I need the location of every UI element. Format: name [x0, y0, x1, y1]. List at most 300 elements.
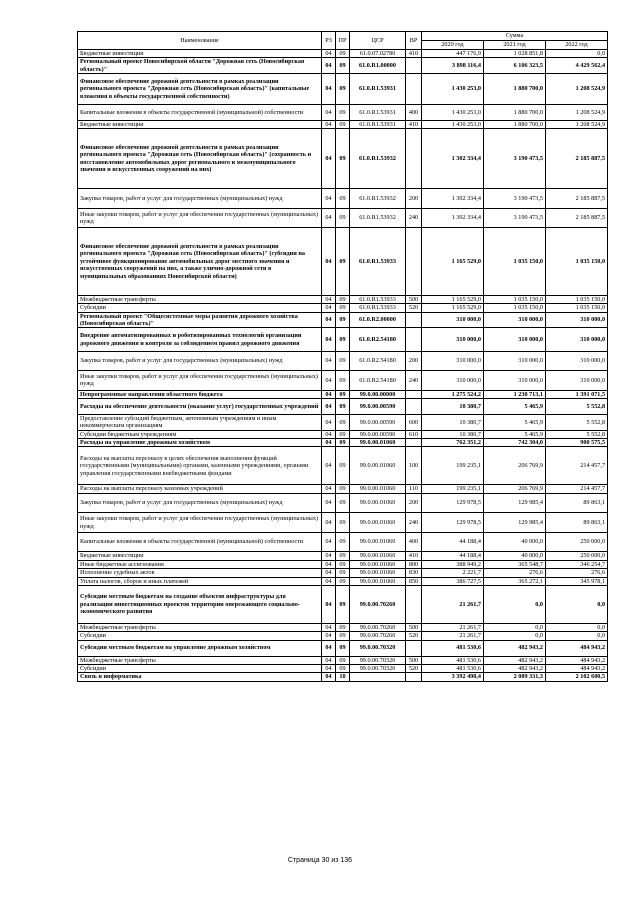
row-name: Иные бюджетные ассигнования — [78, 560, 322, 568]
row-name: Финансовое обеспечение дорожной деятельности в рамках реализации регионального проекта "Дорожная сеть (Новосибирская область)" (капитальные вложения в объекты государственной собственности) — [78, 74, 322, 105]
row-rz: 04 — [322, 532, 336, 552]
row-name: Капитальные вложения в объекты государственной (муниципальной) собственности — [78, 532, 322, 552]
table-row — [78, 664, 608, 672]
row-rz: 04 — [322, 129, 336, 189]
row-value-2020: 310 000,0 — [422, 328, 484, 351]
budget-table — [77, 31, 608, 682]
row-vr: 410 — [406, 120, 422, 128]
row-vr — [406, 328, 422, 351]
row-value-2020: 10 380,7 — [422, 399, 484, 415]
row-rz: 04 — [322, 304, 336, 312]
row-value-2021: 1 880 700,0 — [484, 74, 546, 105]
table-row — [78, 399, 608, 415]
row-value-2020: 21 261,7 — [422, 585, 484, 623]
row-vr — [406, 129, 422, 189]
row-pr: 09 — [336, 390, 350, 398]
row-value-2021: 1 880 700,0 — [484, 104, 546, 120]
row-rz: 04 — [322, 189, 336, 209]
row-pr: 09 — [336, 120, 350, 128]
row-vr — [406, 58, 422, 74]
row-pr: 09 — [336, 532, 350, 552]
row-vr — [406, 673, 422, 681]
row-csr: 99.0.00.01060 — [350, 552, 406, 560]
row-name: Субсидии местным бюджетам на управление дорожным хозяйством — [78, 640, 322, 656]
row-vr: 410 — [406, 50, 422, 58]
row-pr: 09 — [336, 493, 350, 513]
row-value-2022: 310 000,0 — [546, 351, 608, 371]
row-csr: 61.0.07.02780 — [350, 50, 406, 58]
row-csr: 99.0.00.70260 — [350, 585, 406, 623]
table-header — [78, 32, 608, 50]
row-pr: 09 — [336, 447, 350, 485]
row-csr: 99.0.00.70320 — [350, 664, 406, 672]
row-csr: 99.0.00.00590 — [350, 414, 406, 430]
row-value-2022: 214 457,7 — [546, 447, 608, 485]
row-name: Финансовое обеспечение дорожной деятельности в рамках реализации регионального проекта "Дорожная сеть (Новосибирская область)" (субсидии на устойчивое функционирование автомобильных дорог местного значения и искусственных сооружений на них, а также улично-дорожной сети в муниципальных образованиях Новосибирской области) — [78, 228, 322, 296]
table-row — [78, 430, 608, 438]
table-row — [78, 50, 608, 58]
row-rz: 04 — [322, 569, 336, 577]
row-value-2022: 346 254,7 — [546, 560, 608, 568]
row-rz: 04 — [322, 439, 336, 447]
row-rz: 04 — [322, 623, 336, 631]
row-vr: 240 — [406, 371, 422, 391]
row-csr: 61.0.R1.53933 — [350, 228, 406, 296]
row-vr: 100 — [406, 447, 422, 485]
table-row — [78, 439, 608, 447]
row-value-2022: 2 185 887,5 — [546, 189, 608, 209]
row-value-2022: 1 035 150,0 — [546, 304, 608, 312]
row-rz: 04 — [322, 312, 336, 328]
row-value-2022: 1 035 150,0 — [546, 295, 608, 303]
row-pr: 09 — [336, 640, 350, 656]
row-name: Иные закупки товаров, работ и услуг для обеспечения государственных (муниципальных) нужд — [78, 208, 322, 228]
row-rz: 04 — [322, 552, 336, 560]
row-csr: 61.0.R1.53932 — [350, 129, 406, 189]
row-rz: 04 — [322, 74, 336, 105]
row-value-2020: 1 302 334,4 — [422, 208, 484, 228]
table-row — [78, 58, 608, 74]
row-value-2022: 1 208 524,9 — [546, 120, 608, 128]
row-vr — [406, 74, 422, 105]
row-pr: 09 — [336, 50, 350, 58]
row-pr: 09 — [336, 399, 350, 415]
row-value-2022: 1 035 150,0 — [546, 228, 608, 296]
row-value-2021: 6 106 323,5 — [484, 58, 546, 74]
row-value-2022: 0,0 — [546, 623, 608, 631]
row-vr: 200 — [406, 189, 422, 209]
row-vr: 240 — [406, 513, 422, 533]
row-value-2020: 481 530,6 — [422, 656, 484, 664]
table-row — [78, 414, 608, 430]
row-name: Финансовое обеспечение дорожной деятельности в рамках реализации регионального проекта "Дорожная сеть (Новосибирская область)" (сохранность и восстановление автомобильных дорог регионального и межмуниципального значения и искусственных сооружений на них) — [78, 129, 322, 189]
row-vr — [406, 390, 422, 398]
budget-table-page — [77, 31, 607, 682]
row-pr: 09 — [336, 304, 350, 312]
row-pr: 09 — [336, 351, 350, 371]
row-name: Непрограммные направления областного бюджета — [78, 390, 322, 398]
row-value-2021: 1 035 150,0 — [484, 295, 546, 303]
row-value-2020: 447 176,9 — [422, 50, 484, 58]
row-rz: 04 — [322, 560, 336, 568]
row-value-2020: 21 261,7 — [422, 623, 484, 631]
row-value-2021: 3 190 473,5 — [484, 129, 546, 189]
table-row — [78, 295, 608, 303]
row-value-2021: 206 769,9 — [484, 485, 546, 493]
row-pr: 09 — [336, 439, 350, 447]
row-csr: 61.0.R2.54180 — [350, 371, 406, 391]
row-name: Региональный проект "Общесистемные меры развития дорожного хозяйства (Новосибирская область)" — [78, 312, 322, 328]
row-value-2020: 21 261,7 — [422, 632, 484, 640]
row-value-2022: 1 208 524,9 — [546, 74, 608, 105]
row-vr: 600 — [406, 414, 422, 430]
row-value-2021: 276,6 — [484, 569, 546, 577]
row-value-2022: 310 000,0 — [546, 312, 608, 328]
row-rz: 04 — [322, 585, 336, 623]
row-vr: 110 — [406, 485, 422, 493]
row-value-2021: 206 769,9 — [484, 447, 546, 485]
row-value-2022: 0,0 — [546, 632, 608, 640]
row-vr: 410 — [406, 552, 422, 560]
row-value-2021: 129 985,4 — [484, 493, 546, 513]
row-pr: 09 — [336, 228, 350, 296]
row-pr: 09 — [336, 74, 350, 105]
table-row — [78, 513, 608, 533]
row-value-2020: 129 978,5 — [422, 493, 484, 513]
row-pr: 09 — [336, 632, 350, 640]
row-csr — [350, 673, 406, 681]
row-value-2021: 40 000,0 — [484, 552, 546, 560]
row-value-2021: 1 028 851,8 — [484, 50, 546, 58]
row-pr: 09 — [336, 656, 350, 664]
row-value-2020: 1 430 253,0 — [422, 74, 484, 105]
row-value-2022: 250 000,0 — [546, 552, 608, 560]
row-value-2021: 310 000,0 — [484, 371, 546, 391]
row-rz: 04 — [322, 414, 336, 430]
row-rz: 04 — [322, 371, 336, 391]
row-rz: 04 — [322, 390, 336, 398]
row-value-2022: 276,6 — [546, 569, 608, 577]
table-row — [78, 632, 608, 640]
table-row — [78, 569, 608, 577]
row-rz: 04 — [322, 104, 336, 120]
row-value-2022: 5 552,8 — [546, 414, 608, 430]
row-vr: 400 — [406, 104, 422, 120]
row-name: Субсидии — [78, 632, 322, 640]
row-value-2022: 1 391 071,5 — [546, 390, 608, 398]
row-name: Субсидии — [78, 304, 322, 312]
row-name: Региональный проект Новосибирской области "Дорожная сеть (Новосибирская область)" — [78, 58, 322, 74]
row-name: Межбюджетные трансферты — [78, 295, 322, 303]
col-header-2022: 2022 год — [546, 41, 608, 50]
row-value-2021: 365 548,7 — [484, 560, 546, 568]
row-csr: 61.0.R1.53931 — [350, 104, 406, 120]
row-csr: 99.0.00.70260 — [350, 632, 406, 640]
row-value-2022: 310 000,0 — [546, 328, 608, 351]
row-csr: 61.0.R2.54180 — [350, 351, 406, 371]
page-number: Страница 30 из 136 — [287, 857, 353, 864]
row-value-2021: 1 035 150,0 — [484, 304, 546, 312]
row-value-2021: 1 230 713,1 — [484, 390, 546, 398]
row-value-2020: 1 302 334,4 — [422, 129, 484, 189]
row-value-2020: 2 221,7 — [422, 569, 484, 577]
row-vr: 500 — [406, 623, 422, 631]
table-row — [78, 673, 608, 681]
row-value-2020: 199 235,1 — [422, 485, 484, 493]
row-csr: 99.0.00.01060 — [350, 569, 406, 577]
row-value-2021: 5 465,9 — [484, 430, 546, 438]
row-pr: 09 — [336, 371, 350, 391]
row-rz: 04 — [322, 664, 336, 672]
row-rz: 04 — [322, 295, 336, 303]
row-value-2020: 1 165 529,0 — [422, 295, 484, 303]
row-value-2020: 388 949,2 — [422, 560, 484, 568]
row-rz: 04 — [322, 228, 336, 296]
row-pr: 09 — [336, 552, 350, 560]
col-header-2020: 2020 год — [422, 41, 484, 50]
row-value-2022: 310 000,0 — [546, 371, 608, 391]
row-vr — [406, 585, 422, 623]
row-vr: 830 — [406, 569, 422, 577]
row-name: Капитальные вложения в объекты государственной (муниципальной) собственности — [78, 104, 322, 120]
table-row — [78, 560, 608, 568]
row-value-2022: 2 102 600,5 — [546, 673, 608, 681]
row-name: Расходы на управление дорожным хозяйством — [78, 439, 322, 447]
row-vr: 500 — [406, 656, 422, 664]
row-value-2020: 10 380,7 — [422, 414, 484, 430]
table-row — [78, 552, 608, 560]
row-name: Закупка товаров, работ и услуг для государственных (муниципальных) нужд — [78, 189, 322, 209]
row-value-2022: 2 185 887,5 — [546, 129, 608, 189]
row-value-2022: 0,0 — [546, 50, 608, 58]
table-row — [78, 104, 608, 120]
row-value-2022: 5 552,8 — [546, 399, 608, 415]
row-vr — [406, 312, 422, 328]
table-row — [78, 532, 608, 552]
table-row — [78, 74, 608, 105]
row-value-2020: 10 380,7 — [422, 430, 484, 438]
row-value-2020: 129 978,5 — [422, 513, 484, 533]
row-name: Иные закупки товаров, работ и услуг для обеспечения государственных (муниципальных) нужд — [78, 513, 322, 533]
row-name: Субсидии — [78, 664, 322, 672]
row-rz: 04 — [322, 513, 336, 533]
table-row — [78, 328, 608, 351]
row-value-2020: 44 188,4 — [422, 532, 484, 552]
row-value-2020: 310 000,0 — [422, 371, 484, 391]
row-rz: 04 — [322, 50, 336, 58]
row-value-2021: 482 943,2 — [484, 656, 546, 664]
row-value-2020: 481 530,6 — [422, 664, 484, 672]
col-header-csr: ЦСР — [350, 32, 406, 50]
row-csr: 99.0.00.01060 — [350, 439, 406, 447]
row-rz: 04 — [322, 656, 336, 664]
row-vr: 200 — [406, 351, 422, 371]
row-value-2020: 1 430 253,0 — [422, 104, 484, 120]
table-row — [78, 351, 608, 371]
row-vr: 400 — [406, 532, 422, 552]
row-rz: 04 — [322, 632, 336, 640]
row-value-2021: 310 000,0 — [484, 312, 546, 328]
row-pr: 09 — [336, 485, 350, 493]
table-row — [78, 623, 608, 631]
row-csr: 99.0.00.01060 — [350, 513, 406, 533]
row-value-2021: 0,0 — [484, 585, 546, 623]
row-value-2022: 89 863,1 — [546, 513, 608, 533]
table-row — [78, 228, 608, 296]
row-name: Межбюджетные трансферты — [78, 656, 322, 664]
table-row — [78, 577, 608, 585]
row-value-2020: 44 188,4 — [422, 552, 484, 560]
table-row — [78, 189, 608, 209]
table-row — [78, 312, 608, 328]
row-name: Предоставление субсидий бюджетным, автономным учреждениям и иным некоммерческим организациям — [78, 414, 322, 430]
row-value-2020: 3 898 116,4 — [422, 58, 484, 74]
row-pr: 09 — [336, 513, 350, 533]
table-row — [78, 371, 608, 391]
row-rz: 04 — [322, 493, 336, 513]
row-rz: 04 — [322, 120, 336, 128]
row-value-2021: 0,0 — [484, 623, 546, 631]
row-value-2021: 0,0 — [484, 632, 546, 640]
col-header-sum: Сумма — [422, 32, 608, 41]
row-pr: 09 — [336, 312, 350, 328]
row-value-2022: 5 552,8 — [546, 430, 608, 438]
row-value-2021: 310 000,0 — [484, 328, 546, 351]
row-value-2021: 40 000,0 — [484, 532, 546, 552]
row-name: Связь и информатика — [78, 673, 322, 681]
row-value-2021: 1 880 700,0 — [484, 120, 546, 128]
row-csr: 99.0.00.00000 — [350, 390, 406, 398]
table-row — [78, 485, 608, 493]
row-name: Субсидии местным бюджетам на создание объектов инфраструктуры для реализации инвестиционных проектов территории опережающего социально-экономического развития — [78, 585, 322, 623]
row-pr: 09 — [336, 560, 350, 568]
table-body — [78, 50, 608, 682]
table-row — [78, 304, 608, 312]
row-value-2022: 4 429 562,4 — [546, 58, 608, 74]
row-rz: 04 — [322, 640, 336, 656]
row-value-2020: 3 392 498,4 — [422, 673, 484, 681]
row-value-2022: 484 943,2 — [546, 664, 608, 672]
row-pr: 09 — [336, 585, 350, 623]
row-value-2020: 1 302 334,4 — [422, 189, 484, 209]
row-csr: 61.0.R1.53933 — [350, 304, 406, 312]
row-value-2020: 1 430 253,0 — [422, 120, 484, 128]
row-rz: 04 — [322, 208, 336, 228]
row-csr: 99.0.00.01060 — [350, 532, 406, 552]
row-name: Расходы на выплаты персоналу казенных учреждений — [78, 485, 322, 493]
row-pr: 09 — [336, 189, 350, 209]
row-value-2021: 5 465,9 — [484, 399, 546, 415]
row-value-2022: 1 208 524,9 — [546, 104, 608, 120]
row-value-2020: 481 530,6 — [422, 640, 484, 656]
row-csr: 61.0.R1.00000 — [350, 58, 406, 74]
row-value-2021: 482 943,2 — [484, 640, 546, 656]
row-name: Закупка товаров, работ и услуг для государственных (муниципальных) нужд — [78, 493, 322, 513]
row-pr: 09 — [336, 623, 350, 631]
row-rz: 04 — [322, 399, 336, 415]
col-header-pr: ПР — [336, 32, 350, 50]
row-value-2022: 484 943,2 — [546, 656, 608, 664]
row-value-2020: 199 235,1 — [422, 447, 484, 485]
row-vr — [406, 439, 422, 447]
row-name: Расходы на обеспечение деятельности (оказание услуг) государственных учреждений — [78, 399, 322, 415]
row-value-2021: 129 985,4 — [484, 513, 546, 533]
row-pr: 09 — [336, 58, 350, 74]
row-vr: 520 — [406, 304, 422, 312]
row-name: Бюджетные инвестиции — [78, 120, 322, 128]
table-row — [78, 640, 608, 656]
row-name: Внедрение автоматизированных и роботизированных технологий организации дорожного движения и контроля за соблюдением правил дорожного движения — [78, 328, 322, 351]
row-rz: 04 — [322, 351, 336, 371]
row-value-2022: 484 943,2 — [546, 640, 608, 656]
row-pr: 09 — [336, 328, 350, 351]
row-value-2021: 482 943,2 — [484, 664, 546, 672]
row-value-2022: 2 185 887,5 — [546, 208, 608, 228]
row-rz: 04 — [322, 430, 336, 438]
row-rz: 04 — [322, 328, 336, 351]
row-csr: 99.0.00.70320 — [350, 640, 406, 656]
row-value-2020: 310 000,0 — [422, 312, 484, 328]
row-name: Бюджетные инвестиции — [78, 552, 322, 560]
row-vr: 520 — [406, 632, 422, 640]
row-value-2021: 2 089 331,3 — [484, 673, 546, 681]
row-csr: 61.0.R1.53932 — [350, 208, 406, 228]
row-value-2022: 214 457,7 — [546, 485, 608, 493]
row-value-2020: 1 165 529,0 — [422, 228, 484, 296]
row-vr: 800 — [406, 560, 422, 568]
row-pr: 09 — [336, 414, 350, 430]
row-vr: 610 — [406, 430, 422, 438]
row-value-2020: 1 275 524,2 — [422, 390, 484, 398]
row-pr: 09 — [336, 577, 350, 585]
row-csr: 61.0.R1.53932 — [350, 189, 406, 209]
row-value-2021: 3 190 473,5 — [484, 189, 546, 209]
row-vr: 240 — [406, 208, 422, 228]
col-header-vr: ВР — [406, 32, 422, 50]
row-vr — [406, 399, 422, 415]
row-rz: 04 — [322, 447, 336, 485]
row-csr: 61.0.R1.53933 — [350, 295, 406, 303]
row-value-2020: 386 727,5 — [422, 577, 484, 585]
row-pr: 09 — [336, 569, 350, 577]
table-row — [78, 120, 608, 128]
row-name: Субсидии бюджетным учреждениям — [78, 430, 322, 438]
row-csr: 99.0.00.01060 — [350, 577, 406, 585]
col-header-rz: РЗ — [322, 32, 336, 50]
row-name: Расходы на выплаты персоналу в целях обеспечения выполнения функций государственными (муниципальными) органами, казенными учреждениями, органами управления государственными внебюджетными фондами — [78, 447, 322, 485]
row-csr: 99.0.00.01060 — [350, 447, 406, 485]
row-name: Межбюджетные трансферты — [78, 623, 322, 631]
table-row — [78, 208, 608, 228]
row-pr: 10 — [336, 673, 350, 681]
row-value-2020: 310 000,0 — [422, 351, 484, 371]
row-rz: 04 — [322, 58, 336, 74]
col-header-2021: 2021 год — [484, 41, 546, 50]
row-csr: 61.0.R1.53931 — [350, 74, 406, 105]
row-value-2021: 5 465,9 — [484, 414, 546, 430]
row-pr: 09 — [336, 104, 350, 120]
row-value-2021: 310 000,0 — [484, 351, 546, 371]
row-value-2022: 250 000,0 — [546, 532, 608, 552]
table-row — [78, 493, 608, 513]
table-row — [78, 656, 608, 664]
row-pr: 09 — [336, 664, 350, 672]
row-vr — [406, 640, 422, 656]
row-vr: 200 — [406, 493, 422, 513]
row-rz: 04 — [322, 577, 336, 585]
row-csr: 99.0.00.01060 — [350, 560, 406, 568]
table-row — [78, 447, 608, 485]
